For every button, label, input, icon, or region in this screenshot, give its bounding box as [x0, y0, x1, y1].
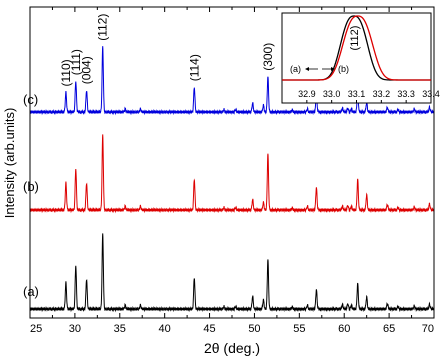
peak-label: (114) — [187, 54, 202, 82]
x-tick-label: 65 — [382, 323, 396, 335]
peak-label: (111) — [68, 49, 83, 76]
inset-tick-label: 33.4 — [422, 89, 440, 99]
inset — [282, 13, 440, 103]
inset-tick-label: 33.2 — [372, 89, 391, 99]
x-tick-label: 50 — [248, 323, 261, 335]
peak-label: (300) — [260, 42, 275, 71]
x-tick-label: 40 — [158, 323, 171, 335]
series-label-0: (a) — [23, 284, 39, 299]
inset-tick-label: 33.0 — [322, 89, 341, 99]
x-axis-label: 2θ (deg.) — [203, 340, 261, 356]
peak-label: (112) — [95, 13, 110, 41]
peak-labels — [59, 14, 275, 87]
series-labels — [23, 92, 39, 299]
x-tick-label: 55 — [293, 323, 306, 335]
inset-tick-label: 33.3 — [397, 89, 415, 99]
x-tick-label: 25 — [30, 323, 43, 335]
inset-arrow-label-b: (b) — [338, 64, 349, 74]
x-tick-label: 70 — [421, 323, 434, 335]
inset-tick-label: 33.1 — [347, 89, 366, 99]
y-axis-label: Intensity (arb.units) — [2, 107, 17, 219]
inset-tick-label: 32.9 — [298, 89, 316, 99]
inset-peak-label: (112) — [349, 25, 361, 51]
peak-label: (110) — [58, 59, 73, 87]
series-label-2: (c) — [23, 92, 39, 107]
series-line-1 — [30, 134, 434, 211]
series-line-0 — [30, 233, 434, 310]
peak-label: (004) — [79, 56, 94, 85]
series-label-1: (b) — [23, 179, 39, 194]
x-tick-label: 45 — [203, 323, 216, 335]
inset-arrow-label-a: (a) — [290, 64, 301, 74]
x-tick-label: 30 — [68, 323, 82, 335]
x-tick-label: 35 — [113, 323, 126, 335]
x-tick-label: 60 — [338, 323, 351, 335]
